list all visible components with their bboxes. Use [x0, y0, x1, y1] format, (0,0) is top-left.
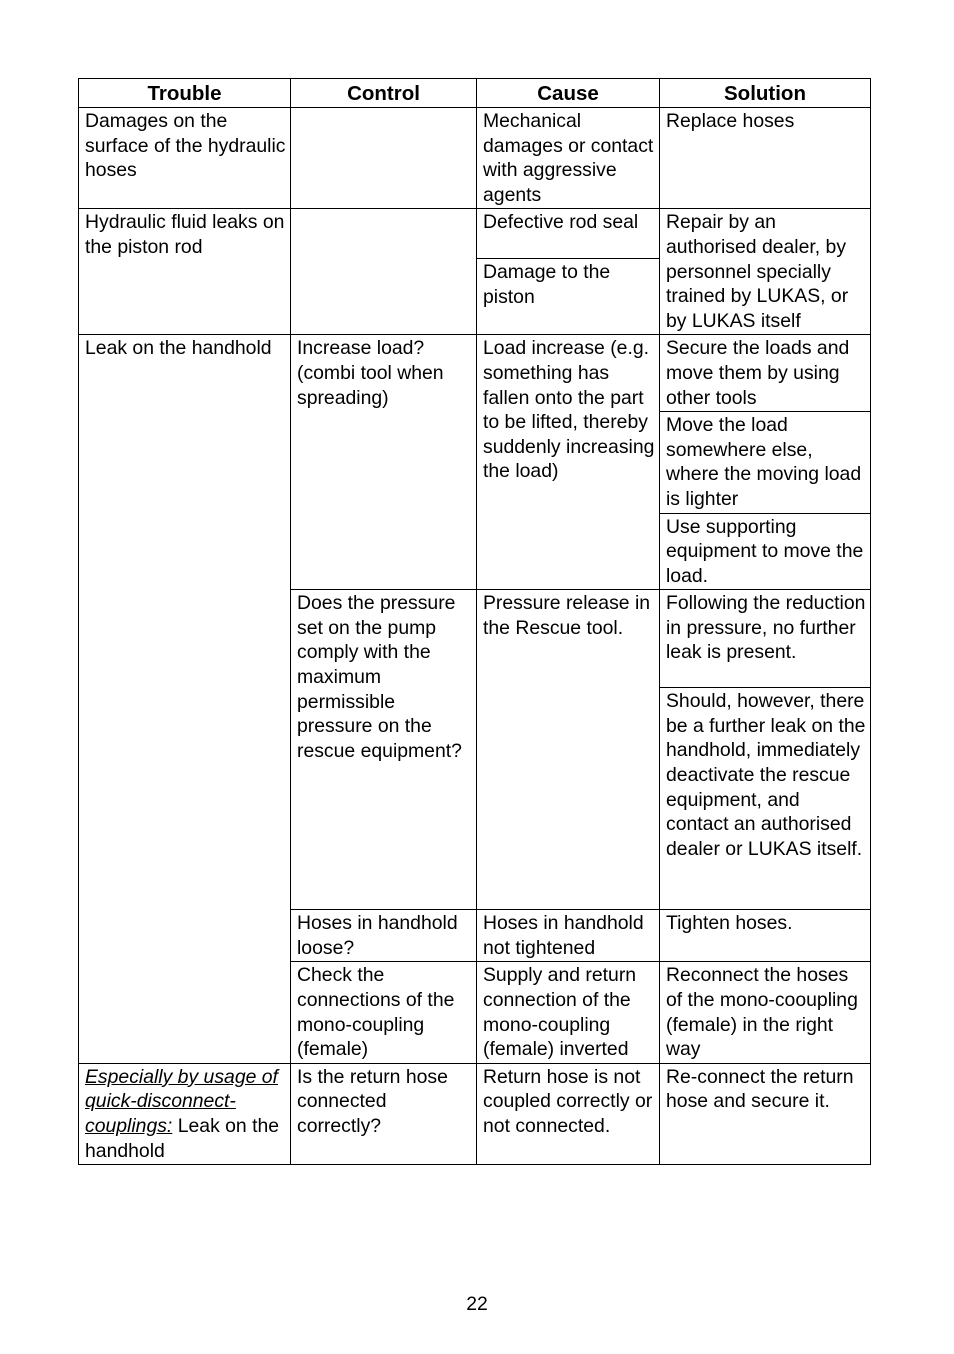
solution-cell: Reconnect the hoses of the mono-cooupling (female) in the right way	[660, 962, 871, 1063]
cause-cell: Defective rod seal	[477, 209, 660, 259]
table-row	[79, 1063, 871, 1164]
solution-cell: Secure the loads and move them by using other tools	[660, 335, 871, 412]
control-cell	[291, 209, 477, 335]
header-cause: Cause	[477, 79, 660, 108]
troubleshooting-table	[78, 78, 871, 1165]
header-control: Control	[291, 79, 477, 108]
cause-cell: Pressure release in the Rescue tool.	[477, 590, 660, 910]
cause-cell: Load increase (e.g. something has fallen onto the part to be lifted, thereby suddenly increasing the load)	[477, 335, 660, 590]
table-header-row	[79, 79, 871, 108]
control-cell: Hoses in handhold loose?	[291, 910, 477, 962]
trouble-cell: Hydraulic fluid leaks on the piston rod	[79, 209, 291, 335]
solution-cell: Re-connect the return hose and secure it.	[660, 1063, 871, 1164]
control-cell: Increase load? (combi tool when spreading)	[291, 335, 477, 590]
cause-cell: Supply and return connection of the mono-coupling (female) inverted	[477, 962, 660, 1063]
cause-cell: Return hose is not coupled correctly or not connected.	[477, 1063, 660, 1164]
solution-cell: Repair by an authorised dealer, by personnel specially trained by LUKAS, or by LUKAS itself	[660, 209, 871, 335]
cause-cell: Mechanical damages or contact with aggressive agents	[477, 108, 660, 209]
table-row	[79, 209, 871, 259]
cause-cell: Damage to the piston	[477, 258, 660, 334]
solution-cell: Move the load somewhere else, where the moving load is lighter	[660, 412, 871, 513]
trouble-rest: Leak on the handhold	[85, 1115, 280, 1162]
table-row	[79, 335, 871, 412]
page-number: 22	[466, 1293, 488, 1315]
trouble-cell	[79, 1063, 291, 1164]
solution-cell: Following the reduction in pressure, no further leak is present.	[660, 590, 871, 688]
trouble-cell: Damages on the surface of the hydraulic hoses	[79, 108, 291, 209]
control-cell	[291, 108, 477, 209]
header-trouble: Trouble	[79, 79, 291, 108]
solution-cell: Tighten hoses.	[660, 910, 871, 962]
trouble-emphasis: Especially by usage of quick-disconnect-couplings:	[85, 1065, 278, 1138]
solution-cell: Should, however, there be a further leak on the handhold, immediately deactivate the rescue equipment, and contact an authorised dealer or LUKAS itself.	[660, 688, 871, 910]
header-solution: Solution	[660, 79, 871, 108]
solution-cell: Replace hoses	[660, 108, 871, 209]
solution-cell: Use supporting equipment to move the load.	[660, 513, 871, 590]
control-cell: Check the connections of the mono-coupling (female)	[291, 962, 477, 1063]
table-row	[79, 108, 871, 209]
trouble-cell: Leak on the handhold	[79, 335, 291, 1064]
control-cell: Does the pressure set on the pump comply with the maximum permissible pressure on the rescue equipment?	[291, 590, 477, 910]
control-cell: Is the return hose connected correctly?	[291, 1063, 477, 1164]
cause-cell: Hoses in handhold not tightened	[477, 910, 660, 962]
